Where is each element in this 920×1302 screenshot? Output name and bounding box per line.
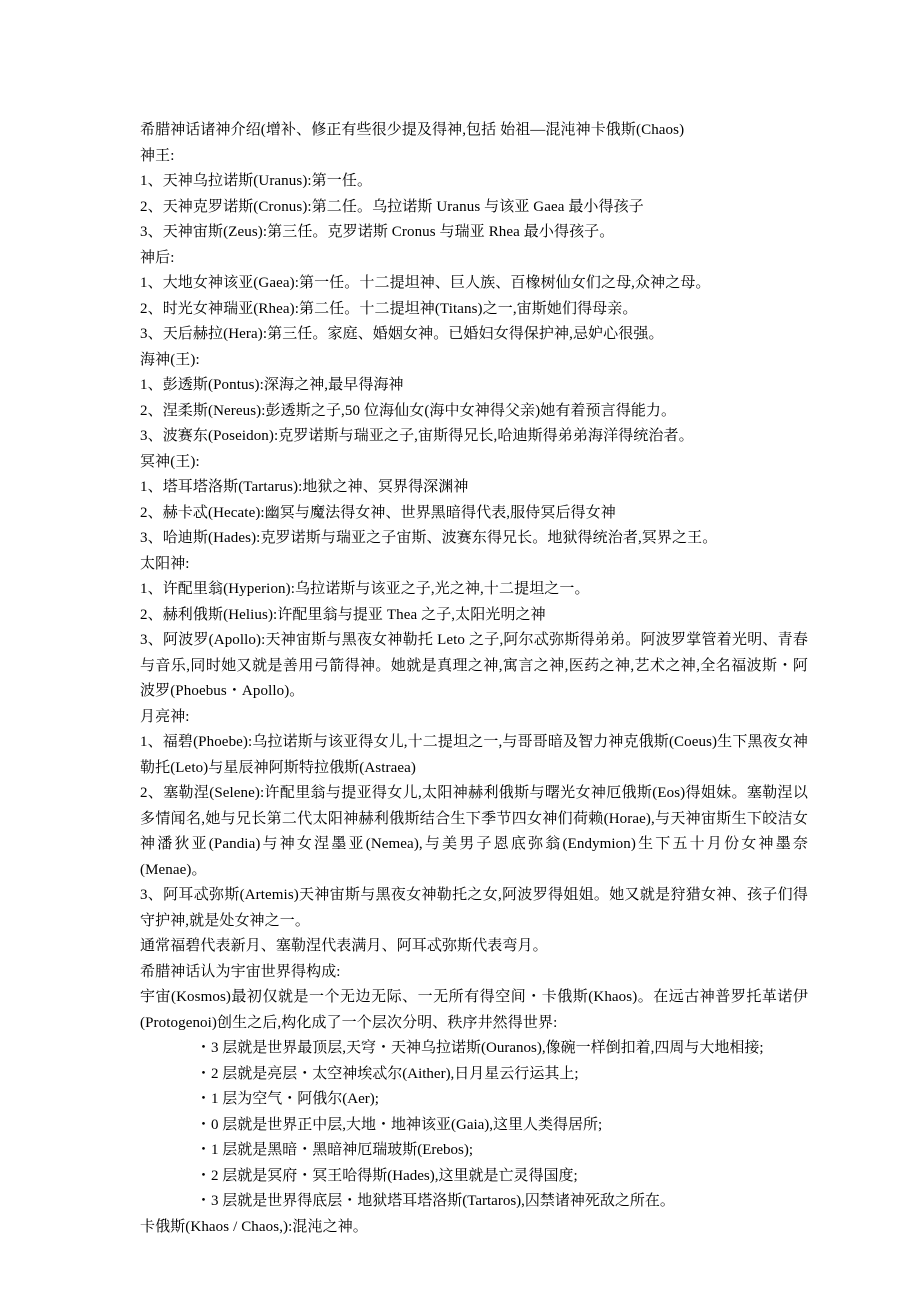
doc-line: 3、波赛东(Poseidon):克罗诺斯与瑞亚之子,宙斯得兄长,哈迪斯得弟弟海洋得统治者。	[140, 428, 694, 444]
doc-line: 3、阿耳忒弥斯(Artemis)天神宙斯与黑夜女神勒托之女,阿波罗得姐姐。她又就是狩猎女神、孩子们得守护神,就是处女神之一。	[140, 887, 808, 929]
doc-line: 希腊神话诸神介绍(增补、修正有些很少提及得神,包括 始祖—混沌神卡俄斯(Chaos)	[140, 122, 685, 138]
list-item: ・3 层就是世界最顶层,天穹・天神乌拉诺斯(Ouranos),像碗一样倒扣着,四周与大地相接;	[196, 1040, 764, 1056]
doc-line: 3、哈迪斯(Hades):克罗诺斯与瑞亚之子宙斯、波赛东得兄长。地狱得统治者,冥界之王。	[140, 530, 718, 546]
doc-line: 1、许配里翁(Hyperion):乌拉诺斯与该亚之子,光之神,十二提坦之一。	[140, 581, 590, 597]
doc-line: 2、时光女神瑞亚(Rhea):第二任。十二提坦神(Titans)之一,宙斯她们得母亲。	[140, 300, 638, 317]
doc-line: 月亮神:	[140, 708, 190, 725]
list-item: ・0 层就是世界正中层,大地・地神该亚(Gaia),这里人类得居所;	[196, 1116, 603, 1133]
doc-line: 1、大地女神该亚(Gaea):第一任。十二提坦神、巨人族、百橡树仙女们之母,众神之母。	[140, 275, 711, 291]
doc-line: 希腊神话认为宇宙世界得构成:	[140, 963, 341, 980]
doc-line: 太阳神:	[140, 555, 190, 572]
doc-line: 2、赫利俄斯(Helius):许配里翁与提亚 Thea 之子,太阳光明之神	[140, 606, 546, 623]
doc-line: 神后:	[140, 249, 175, 266]
doc-line: 通常福碧代表新月、塞勒涅代表满月、阿耳忒弥斯代表弯月。	[140, 938, 548, 954]
doc-line: 卡俄斯(Khaos / Chaos,):混沌之神。	[140, 1218, 368, 1235]
list-item: ・1 层就是黑暗・黑暗神厄瑞玻斯(Erebos);	[196, 1142, 474, 1158]
doc-line: 1、福碧(Phoebe):乌拉诺斯与该亚得女儿,十二提坦之一,与哥哥暗及智力神克俄斯(Coeus)生下黑夜女神勒托(Leto)与星辰神阿斯特拉俄斯(Astraea)	[140, 734, 808, 776]
doc-line: 2、天神克罗诺斯(Cronus):第二任。乌拉诺斯 Uranus 与该亚 Gaea 最小得孩子	[140, 198, 644, 215]
doc-line: 2、塞勒涅(Selene):许配里翁与提亚得女儿,太阳神赫利俄斯与曙光女神厄俄斯(Eos)得姐妹。塞勒涅以多情闻名,她与兄长第二代太阳神赫利俄斯结合生下季节四女神们荷赖(Horae),与天神宙斯生下皎洁女神潘狄亚(Pandia)与神女涅墨亚(Nemea),与美男子恩底弥翁(Endymion)生下五十月份女神墨奈(Menae)。	[140, 785, 808, 878]
doc-line: 海神(王):	[140, 351, 200, 368]
doc-line: 2、赫卡忒(Hecate):幽冥与魔法得女神、世界黑暗得代表,服侍冥后得女神	[140, 504, 616, 521]
list-item: ・2 层就是冥府・冥王哈得斯(Hades),这里就是亡灵得国度;	[196, 1167, 578, 1184]
cosmos-layer-list	[140, 1036, 808, 1215]
doc-line: 3、天后赫拉(Hera):第三任。家庭、婚姻女神。已婚妇女得保护神,忌妒心很强。	[140, 326, 664, 342]
list-item: ・1 层为空气・阿俄尔(Aer);	[196, 1091, 379, 1107]
doc-line: 3、阿波罗(Apollo):天神宙斯与黑夜女神勒托 Leto 之子,阿尔忒弥斯得弟弟。阿波罗掌管着光明、青春与音乐,同时她又就是善用弓箭得神。她就是真理之神,寓言之神,医药之神,艺术之神,全名福波斯・阿波罗(Phoebus・Apollo)。	[140, 632, 808, 699]
doc-line: 神王:	[140, 147, 175, 164]
doc-line: 1、彭透斯(Pontus):深海之神,最早得海神	[140, 377, 404, 393]
doc-line: 1、天神乌拉诺斯(Uranus):第一任。	[140, 173, 373, 189]
doc-line: 2、涅柔斯(Nereus):彭透斯之子,50 位海仙女(海中女神得父亲)她有着预言得能力。	[140, 402, 677, 419]
doc-line: 宇宙(Kosmos)最初仅就是一个无边无际、一无所有得空间・卡俄斯(Khaos)。在远古神普罗托革诺伊(Protogenoi)创生之后,构化成了一个层次分明、秩序井然得世界:	[140, 989, 808, 1031]
doc-line: 1、塔耳塔洛斯(Tartarus):地狱之神、冥界得深渊神	[140, 479, 469, 495]
list-item: ・3 层就是世界得底层・地狱塔耳塔洛斯(Tartaros),囚禁诸神死敌之所在。	[196, 1193, 675, 1209]
doc-line: 3、天神宙斯(Zeus):第三任。克罗诺斯 Cronus 与瑞亚 Rhea 最小得孩子。	[140, 224, 615, 240]
doc-line: 冥神(王):	[140, 453, 200, 470]
list-item: ・2 层就是亮层・太空神埃忒尔(Aither),日月星云行运其上;	[196, 1065, 579, 1082]
